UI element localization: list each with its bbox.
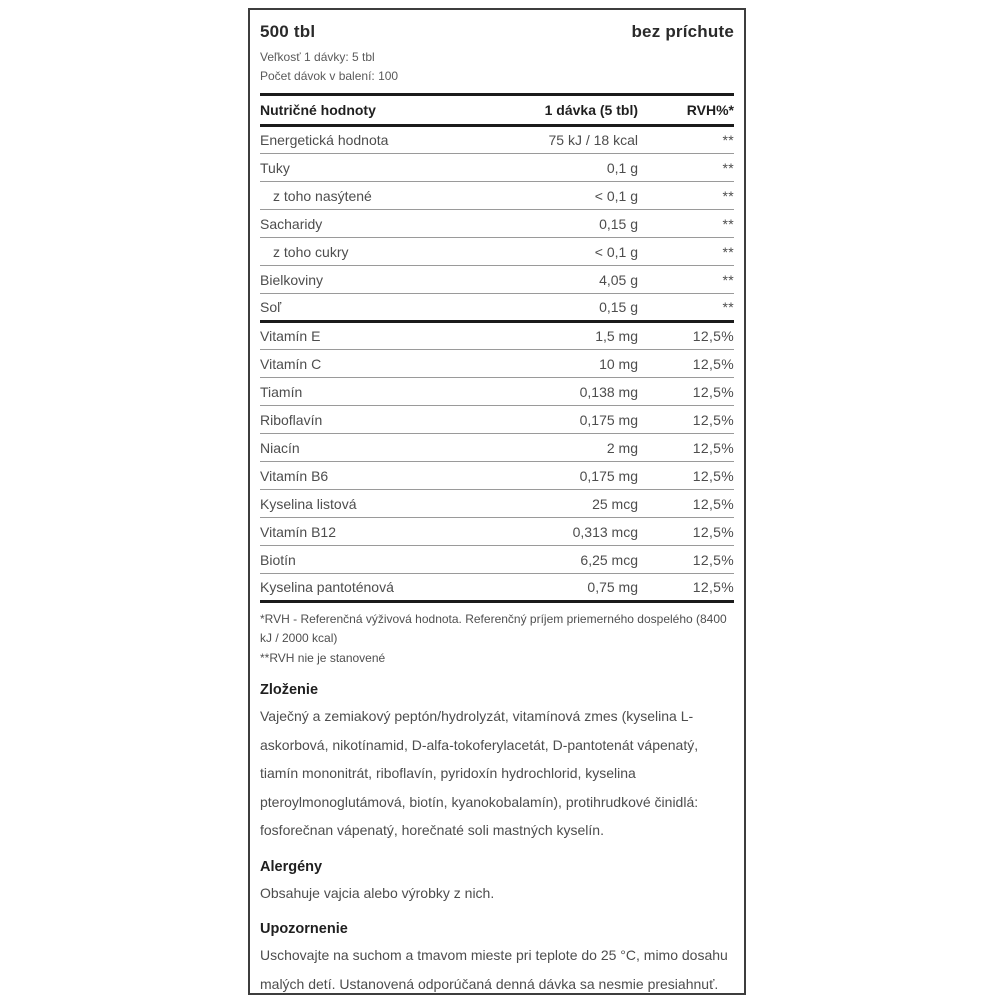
package-size: 500 tbl (260, 22, 316, 41)
table-row (260, 266, 734, 294)
nutrient-name: Tiamín (260, 378, 468, 406)
table-row (260, 434, 734, 462)
nutrient-rvh: ** (638, 294, 734, 322)
nutrient-name: Niacín (260, 434, 468, 462)
nutrient-name: Tuky (260, 154, 468, 182)
section-heading: Zloženie (260, 682, 319, 698)
nutrient-value: 0,175 mg (468, 406, 638, 434)
nutrient-name: Bielkoviny (260, 266, 468, 294)
nutrient-name: Vitamín C (260, 350, 468, 378)
nutrient-value: 0,313 mcg (468, 518, 638, 546)
section-body: Uschovajte na suchom a tmavom mieste pri teplote do 25 °C, mimo dosahu malých detí. Ustanovená odporúčaná denná dávka sa nesmie presiahnuť. (260, 947, 728, 992)
nutrient-value: 0,15 g (468, 294, 638, 322)
nutrient-name: Kyselina listová (260, 490, 468, 518)
nutrient-value: 75 kJ / 18 kcal (468, 126, 638, 154)
nutrient-value: < 0,1 g (468, 238, 638, 266)
footnotes (260, 610, 734, 668)
table-row (260, 518, 734, 546)
nutrient-rvh: 12,5% (638, 462, 734, 490)
nutrient-name: Biotín (260, 546, 468, 574)
nutrient-rvh: 12,5% (638, 546, 734, 574)
nutrient-rvh: ** (638, 182, 734, 210)
nutrient-name: Vitamín B6 (260, 462, 468, 490)
nutrient-name: Energetická hodnota (260, 126, 468, 154)
table-row (260, 322, 734, 350)
section-body: Vaječný a zemiakový peptón/hydrolyzát, vitamínová zmes (kyselina L-askorbová, nikotínamid, D-alfa-tokoferylacetát, D-pantotenát vápenatý, tiamín mononitrát, riboflavín, pyridoxín hydrochlorid, kyselina pteroylmonoglutámová, biotín, kyanokobalamín), protihrudkové činidlá: fosforečnan vápenatý, horečnaté soli mastných kyselín. (260, 708, 699, 838)
nutrient-rvh: ** (638, 266, 734, 294)
nutrient-name: z toho cukry (260, 238, 468, 266)
column-header-rvh: RVH%* (638, 95, 734, 126)
nutrient-rvh: ** (638, 154, 734, 182)
nutrient-value: < 0,1 g (468, 182, 638, 210)
nutrient-value: 0,75 mg (468, 574, 638, 602)
section-body: Obsahuje vajcia alebo výrobky z nich. (260, 884, 495, 901)
nutrition-table-body (260, 126, 734, 602)
nutrient-value: 4,05 g (468, 266, 638, 294)
table-row (260, 378, 734, 406)
table-row (260, 574, 734, 602)
table-row (260, 350, 734, 378)
servings-per-pack-line: Počet dávok v balení: 100 (260, 69, 399, 83)
nutrient-name: Sacharidy (260, 210, 468, 238)
nutrient-name: Kyselina pantoténová (260, 574, 468, 602)
section-heading: Upozornenie (260, 921, 348, 937)
info-sections (260, 679, 734, 995)
nutrient-value: 0,15 g (468, 210, 638, 238)
nutrition-label-panel (248, 8, 746, 995)
table-row (260, 238, 734, 266)
table-header-row (260, 95, 734, 126)
nutrient-name: Vitamín E (260, 322, 468, 350)
nutrient-rvh: ** (638, 238, 734, 266)
flavor-name: bez príchute (631, 22, 734, 41)
nutrient-rvh: 12,5% (638, 574, 734, 602)
nutrient-value: 0,138 mg (468, 378, 638, 406)
footnote-line: **RVH nie je stanovené (260, 651, 386, 665)
label-header (260, 20, 734, 48)
nutrient-rvh: 12,5% (638, 490, 734, 518)
nutrition-table (260, 93, 734, 603)
nutrient-value: 0,175 mg (468, 462, 638, 490)
table-row (260, 490, 734, 518)
section-heading: Alergény (260, 858, 323, 875)
nutrient-name: Soľ (260, 294, 468, 322)
table-row (260, 546, 734, 574)
column-header-serving: 1 dávka (5 tbl) (468, 95, 638, 126)
footnote-line: *RVH - Referenčná výživová hodnota. Referenčný príjem priemerného dospelého (8400 kJ / 2000 kcal) (260, 612, 727, 645)
table-row (260, 182, 734, 210)
nutrient-value: 6,25 mcg (468, 546, 638, 574)
nutrient-value: 10 mg (468, 350, 638, 378)
column-header-nutrients: Nutričné hodnoty (260, 95, 468, 126)
nutrient-rvh: ** (638, 210, 734, 238)
table-row (260, 154, 734, 182)
nutrient-name: Vitamín B12 (260, 518, 468, 546)
nutrient-name: z toho nasýtené (260, 182, 468, 210)
nutrient-value: 2 mg (468, 434, 638, 462)
nutrient-rvh: 12,5% (638, 378, 734, 406)
table-row (260, 406, 734, 434)
nutrient-rvh: 12,5% (638, 322, 734, 350)
nutrient-rvh: 12,5% (638, 350, 734, 378)
nutrient-rvh: 12,5% (638, 406, 734, 434)
serving-size-line: Veľkosť 1 dávky: 5 tbl (260, 50, 375, 64)
table-row (260, 210, 734, 238)
table-row (260, 462, 734, 490)
nutrient-value: 0,1 g (468, 154, 638, 182)
nutrient-value: 25 mcg (468, 490, 638, 518)
table-row (260, 126, 734, 154)
nutrient-name: Riboflavín (260, 406, 468, 434)
nutrient-rvh: ** (638, 126, 734, 154)
nutrient-rvh: 12,5% (638, 518, 734, 546)
nutrient-rvh: 12,5% (638, 434, 734, 462)
table-row (260, 294, 734, 322)
nutrient-value: 1,5 mg (468, 322, 638, 350)
